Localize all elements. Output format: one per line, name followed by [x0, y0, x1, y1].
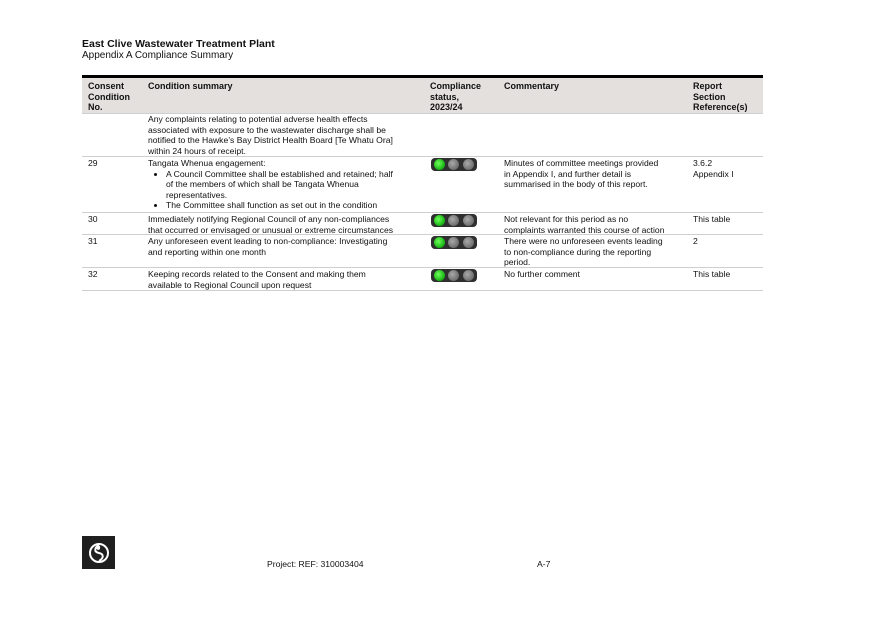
- compliance-table: [82, 75, 763, 291]
- amber-lamp-off-icon: [448, 237, 459, 248]
- condition-summary-cell: Tangata Whenua engagement: • A Council Committee shall be established and retained; half of the members of which shall be Tangata Whenua representatives. • The Committee shall function as set out in the condition: [148, 158, 423, 211]
- header-report-reference: Report Section Reference(s): [693, 81, 748, 112]
- footer-project-ref: Project: REF: 310003404: [267, 559, 364, 569]
- compliance-status-light: [431, 269, 477, 282]
- condition-summary-cell: Any complaints relating to potential adverse health effects associated with exposure to the wastewater discharge shall be notified to the Hawke’s Bay District Health Board [Te Whatu Ora] within 24 hours of receipt.: [148, 114, 393, 156]
- green-lamp-icon: [434, 270, 445, 281]
- commentary-cell: Minutes of committee meetings provided in Appendix I, and further detail is summarised in the body of this report.: [504, 158, 659, 189]
- red-lamp-off-icon: [463, 215, 474, 226]
- traffic-light-icon: [431, 214, 477, 227]
- condition-number: 29: [88, 158, 98, 168]
- report-reference-cell: 2: [693, 236, 698, 246]
- condition-summary-cell: Immediately notifying Regional Council of any non-compliances that occurred or envisaged or unusual or extreme circumstances: [148, 214, 394, 235]
- commentary-cell: No further comment: [504, 269, 580, 279]
- amber-lamp-off-icon: [448, 215, 459, 226]
- condition-summary-cell: Keeping records related to the Consent and making them available to Regional Council upon request: [148, 269, 366, 290]
- header-condition-no: Consent Condition No.: [88, 81, 130, 112]
- bullet-item: • The Committee shall function as set out in the condition: [166, 200, 423, 211]
- traffic-light-icon: [431, 269, 477, 282]
- table-row: [82, 268, 763, 291]
- bullet-item: • A Council Committee shall be established and retained; half of the members of which shall be Tangata Whenua representatives.: [166, 169, 423, 201]
- table-row: [82, 213, 763, 235]
- amber-lamp-off-icon: [448, 270, 459, 281]
- compliance-status-light: [431, 158, 477, 171]
- logo-mark-icon: [88, 542, 110, 564]
- table-row-continued: [82, 114, 763, 157]
- compliance-status-light: [431, 214, 477, 227]
- red-lamp-off-icon: [463, 159, 474, 170]
- condition-number: 31: [88, 236, 98, 246]
- red-lamp-off-icon: [463, 237, 474, 248]
- condition-number: 32: [88, 269, 98, 279]
- header-commentary: Commentary: [504, 81, 560, 91]
- company-logo-icon: [82, 536, 115, 569]
- commentary-cell: Not relevant for this period as no complaints warranted this course of action: [504, 214, 665, 235]
- table-header: [82, 78, 763, 114]
- amber-lamp-off-icon: [448, 159, 459, 170]
- table-row: [82, 157, 763, 213]
- traffic-light-icon: [431, 158, 477, 171]
- report-reference-cell: 3.6.2 Appendix I: [693, 158, 734, 179]
- document-title: East Clive Wastewater Treatment Plant: [82, 38, 275, 50]
- green-lamp-icon: [434, 237, 445, 248]
- compliance-status-light: [431, 236, 477, 249]
- report-reference-cell: This table: [693, 214, 731, 224]
- traffic-light-icon: [431, 236, 477, 249]
- table-row: [82, 235, 763, 268]
- header-compliance-status: Compliance status, 2023/24: [430, 81, 482, 112]
- header-condition-summary: Condition summary: [148, 81, 233, 91]
- report-reference-cell: This table: [693, 269, 731, 279]
- green-lamp-icon: [434, 215, 445, 226]
- green-lamp-icon: [434, 159, 445, 170]
- condition-summary-cell: Any unforeseen event leading to non-compliance: Investigating and reporting within one month: [148, 236, 388, 257]
- document-subtitle: Appendix A Compliance Summary: [82, 50, 234, 61]
- red-lamp-off-icon: [463, 270, 474, 281]
- footer-page-number: A-7: [537, 559, 551, 569]
- condition-number: 30: [88, 214, 98, 224]
- commentary-cell: There were no unforeseen events leading to non-compliance during the reporting period.: [504, 236, 663, 267]
